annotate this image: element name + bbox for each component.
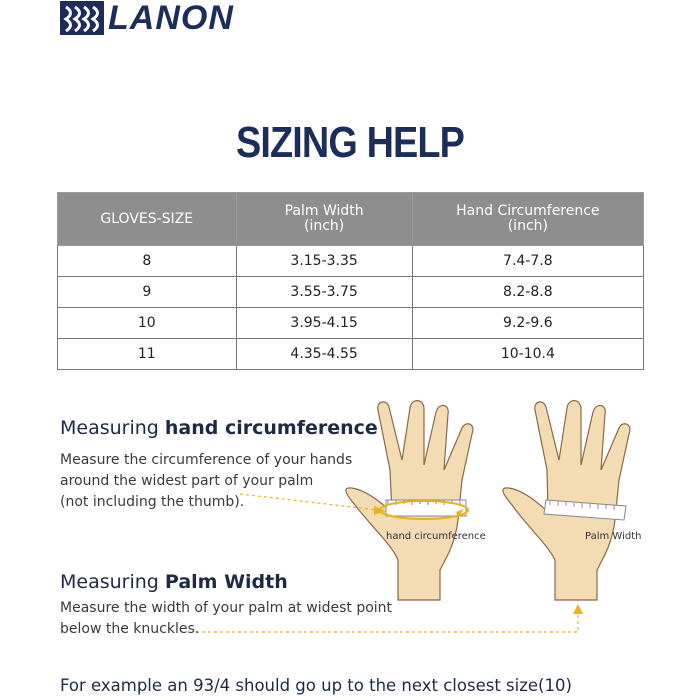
cell-size: 11 — [58, 339, 237, 370]
cell-size: 8 — [58, 246, 237, 277]
cell-palm-width: 3.95-4.15 — [236, 308, 412, 339]
instruction-line: Measure the circumference of your hands — [60, 452, 353, 468]
header-unit: (inch) — [303, 218, 345, 234]
instruction-line: below the knuckles. — [60, 621, 200, 637]
cell-hand-circumference: 7.4-7.8 — [412, 246, 643, 277]
cell-size: 9 — [58, 277, 237, 308]
instruction-line: (not including the thumb). — [60, 494, 245, 510]
instruction-line: Measure the width of your palm at widest point — [60, 600, 393, 616]
cell-palm-width: 3.15-3.35 — [236, 246, 412, 277]
heading-prefix: Measuring — [60, 417, 165, 439]
cell-palm-width: 4.35-4.55 — [236, 339, 412, 370]
heading-prefix: Measuring — [60, 571, 165, 593]
instruction-line: around the widest part of your palm — [60, 473, 314, 489]
cell-palm-width: 3.55-3.75 — [236, 277, 412, 308]
heading-bold: Palm Width — [164, 571, 288, 593]
palm-width-instructions — [60, 598, 400, 640]
palm-width-label: Palm Width — [585, 531, 642, 542]
header-label: GLOVES-SIZE — [100, 210, 194, 227]
arrow-up-icon — [573, 604, 583, 614]
palm-width-heading — [60, 571, 288, 593]
header-label: Palm Width — [284, 203, 364, 219]
sizing-example: For example an 93/4 should go up to the next closest size(10) — [60, 676, 572, 695]
circumference-instructions — [60, 450, 360, 513]
cell-size: 10 — [58, 308, 237, 339]
heading-bold: hand circumference — [164, 417, 378, 439]
cell-hand-circumference: 10-10.4 — [412, 339, 643, 370]
cell-hand-circumference: 8.2-8.8 — [412, 277, 643, 308]
hand-circumference-label: hand circumference — [386, 531, 486, 542]
circumference-heading — [60, 417, 378, 439]
left-hand-tape — [380, 500, 468, 519]
cell-hand-circumference: 9.2-9.6 — [412, 308, 643, 339]
brand-name: LANON — [108, 0, 234, 37]
right-hand-icon — [503, 401, 630, 600]
header-label: Hand Circumference — [456, 203, 600, 219]
header-unit: (inch) — [507, 218, 548, 234]
page-title: SIZING HELP — [235, 118, 465, 167]
